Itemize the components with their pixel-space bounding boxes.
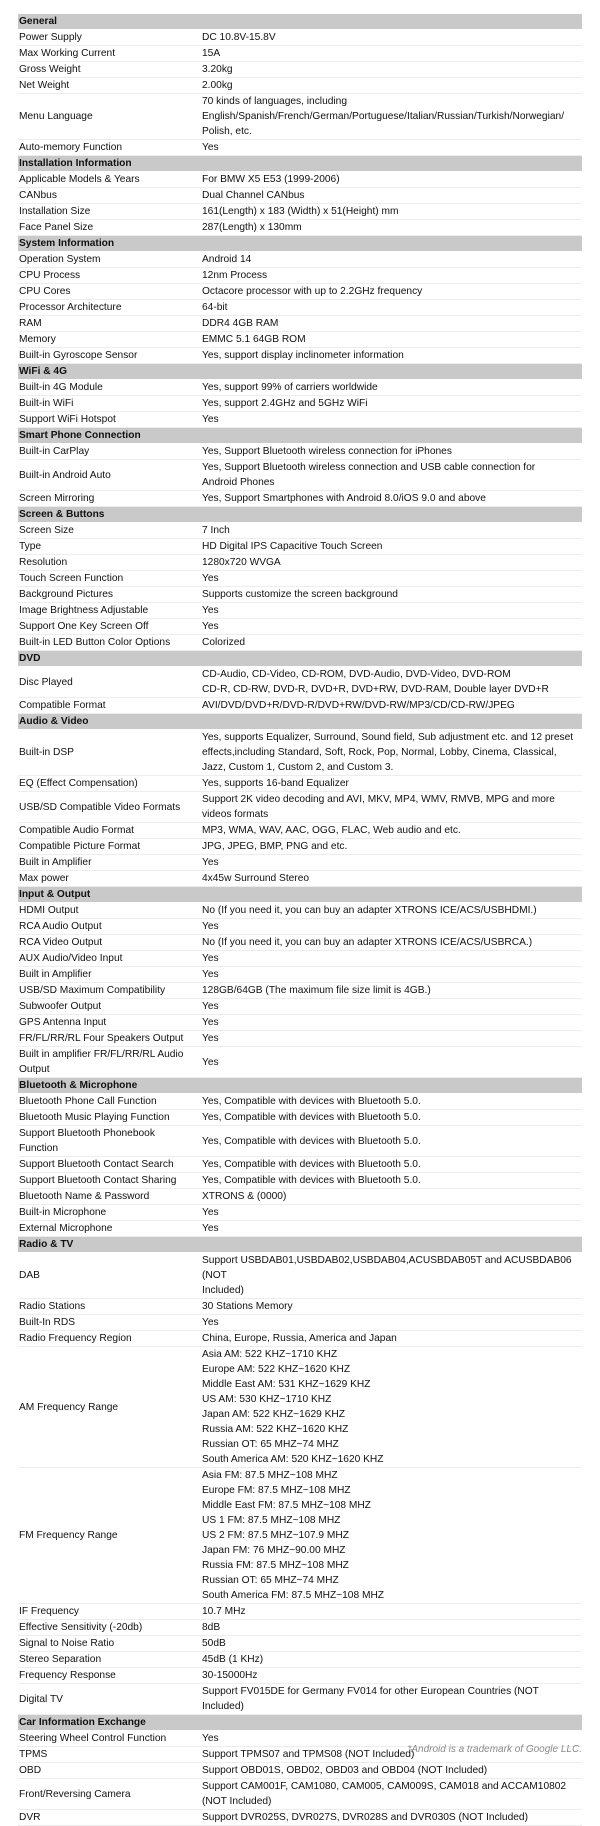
spec-row [18, 1173, 582, 1189]
spec-row [18, 903, 582, 919]
spec-row [18, 1157, 582, 1173]
spec-label: RCA Video Output [18, 935, 200, 951]
spec-row [18, 284, 582, 300]
spec-value: 4x45w Surround Stereo [200, 871, 582, 887]
spec-label: Support One Key Screen Off [18, 619, 200, 635]
spec-label: FM Frequency Range [18, 1468, 200, 1604]
section-title: System Information [18, 236, 582, 252]
spec-row [18, 823, 582, 839]
section-title: WiFi & 4G [18, 364, 582, 380]
spec-label: Support Bluetooth Phonebook Function [18, 1126, 200, 1157]
spec-value: Yes [200, 1205, 582, 1221]
section-header-wifi-4g [18, 364, 582, 380]
spec-label: Radio Frequency Region [18, 1331, 200, 1347]
spec-value: Yes, Compatible with devices with Bluetooth 5.0. [200, 1126, 582, 1157]
spec-label: Built-in LED Button Color Options [18, 635, 200, 651]
spec-value: Yes [200, 967, 582, 983]
spec-label: Built-in Gyroscope Sensor [18, 348, 200, 364]
spec-row [18, 140, 582, 156]
spec-value: Yes [200, 1015, 582, 1031]
spec-value: EMMC 5.1 64GB ROM [200, 332, 582, 348]
spec-label: AM Frequency Range [18, 1347, 200, 1468]
spec-value: Yes [200, 999, 582, 1015]
spec-label: Front/Reversing Camera [18, 1779, 200, 1810]
spec-value: 45dB (1 KHz) [200, 1652, 582, 1668]
spec-row [18, 316, 582, 332]
spec-label: IF Frequency [18, 1604, 200, 1620]
spec-value: 30 Stations Memory [200, 1299, 582, 1315]
spec-label: Compatible Audio Format [18, 823, 200, 839]
spec-value: Support 2K video decoding and AVI, MKV, MP4, WMV, RMVB, MPG and more videos formats [200, 792, 582, 823]
spec-value: 3.20kg [200, 62, 582, 78]
spec-label: Installation Size [18, 204, 200, 220]
spec-label: OBD [18, 1763, 200, 1779]
spec-label: USB/SD Maximum Compatibility [18, 983, 200, 999]
section-header-radio-tv [18, 1237, 582, 1253]
section-header-bluetooth-microphone [18, 1078, 582, 1094]
spec-row [18, 776, 582, 792]
spec-value: 161(Length) x 183 (Width) x 51(Height) mm [200, 204, 582, 220]
section-title: Smart Phone Connection [18, 428, 582, 444]
spec-value: XTRONS & (0000) [200, 1189, 582, 1205]
spec-row [18, 268, 582, 284]
spec-row [18, 1110, 582, 1126]
section-title: Installation Information [18, 156, 582, 172]
spec-row [18, 855, 582, 871]
spec-value: JPG, JPEG, BMP, PNG and etc. [200, 839, 582, 855]
spec-row [18, 1094, 582, 1110]
spec-label: DVR [18, 1810, 200, 1826]
spec-row [18, 78, 582, 94]
section-header-dvd [18, 651, 582, 667]
spec-row [18, 188, 582, 204]
section-header-installation-information [18, 156, 582, 172]
spec-value: Android 14 [200, 252, 582, 268]
spec-row [18, 1636, 582, 1652]
spec-label: EQ (Effect Compensation) [18, 776, 200, 792]
spec-value: Yes [200, 855, 582, 871]
spec-value: Yes, support 99% of carriers worldwide [200, 380, 582, 396]
spec-value: CD-Audio, CD-Video, CD-ROM, DVD-Audio, DVD-Video, DVD-ROM CD-R, CD-RW, DVD-R, DVD+R, DVD+RW, DVD-RAM, Double layer DVD+R [200, 667, 582, 698]
spec-value: 15A [200, 46, 582, 62]
spec-row [18, 204, 582, 220]
spec-value: Support TPMS07 and TPMS08 (NOT Included) [200, 1747, 582, 1763]
spec-row [18, 999, 582, 1015]
spec-row [18, 1015, 582, 1031]
spec-value: Yes [200, 412, 582, 428]
spec-label: Applicable Models & Years [18, 172, 200, 188]
spec-label: Built in amplifier FR/FL/RR/RL Audio Output [18, 1047, 200, 1078]
spec-row [18, 839, 582, 855]
spec-label: Image Brightness Adjustable [18, 603, 200, 619]
spec-row [18, 1652, 582, 1668]
spec-value: Yes, Support Smartphones with Android 8.0/iOS 9.0 and above [200, 491, 582, 507]
spec-row [18, 444, 582, 460]
spec-value: Yes, Compatible with devices with Bluetooth 5.0. [200, 1173, 582, 1189]
spec-value: MP3, WMA, WAV, AAC, OGG, FLAC, Web audio and etc. [200, 823, 582, 839]
spec-row [18, 412, 582, 428]
spec-label: Max power [18, 871, 200, 887]
spec-label: Built-in Android Auto [18, 460, 200, 491]
spec-value: Asia FM: 87.5 MHZ~108 MHZ Europe FM: 87.5 MHZ~108 MHZ Middle East FM: 87.5 MHZ~108 MHZ US 1 FM: 87.5 MHZ~108 MHZ US 2 FM: 87.5 MHZ~107.9 MHZ Japan FM: 76 MHZ~90.00 MHZ Russia FM: 87.5 MHZ~108 MHZ Russian OT: 65 MHZ~74 MHZ South America FM: 87.5 MHZ~108 MHZ [200, 1468, 582, 1604]
spec-row [18, 62, 582, 78]
spec-label: Auto-memory Function [18, 140, 200, 156]
spec-label: Compatible Format [18, 698, 200, 714]
section-header-system-information [18, 236, 582, 252]
spec-value: Supports customize the screen background [200, 587, 582, 603]
spec-row [18, 555, 582, 571]
spec-label: Built-in 4G Module [18, 380, 200, 396]
spec-label: RCA Audio Output [18, 919, 200, 935]
spec-row [18, 571, 582, 587]
spec-value: Yes [200, 1731, 582, 1747]
spec-row [18, 1620, 582, 1636]
spec-row [18, 220, 582, 236]
spec-value: Support DVR025S, DVR027S, DVR028S and DVR030S (NOT Included) [200, 1810, 582, 1826]
spec-label: Bluetooth Music Playing Function [18, 1110, 200, 1126]
spec-row [18, 1468, 582, 1604]
spec-label: Operation System [18, 252, 200, 268]
spec-label: Bluetooth Name & Password [18, 1189, 200, 1205]
spec-row [18, 951, 582, 967]
spec-row [18, 619, 582, 635]
spec-value: Asia AM: 522 KHZ~1710 KHZ Europe AM: 522 KHZ~1620 KHZ Middle East AM: 531 KHZ~1629 KHZ US AM: 530 KHZ~1710 KHZ Japan AM: 522 KHZ~1629 KHZ Russia AM: 522 KHZ~1620 KHZ Russian OT: 65 MHZ~74 MHZ South America AM: 520 KHZ~1620 KHZ [200, 1347, 582, 1468]
spec-value: DDR4 4GB RAM [200, 316, 582, 332]
spec-row [18, 460, 582, 491]
spec-value: Yes, Support Bluetooth wireless connection and USB cable connection for Android Phones [200, 460, 582, 491]
spec-value: Yes, Compatible with devices with Bluetooth 5.0. [200, 1110, 582, 1126]
spec-label: Resolution [18, 555, 200, 571]
spec-label: CPU Cores [18, 284, 200, 300]
spec-value: 50dB [200, 1636, 582, 1652]
section-title: Bluetooth & Microphone [18, 1078, 582, 1094]
spec-row [18, 983, 582, 999]
section-title: Audio & Video [18, 714, 582, 730]
section-header-input-output [18, 887, 582, 903]
spec-value: Yes, supports Equalizer, Surround, Sound field, Sub adjustment etc. and 12 preset effects,including Standard, Soft, Rock, Pop, Normal, Lobby, Cinema, Classical, Jazz, Custom 1, Custom 2, and Custom 3. [200, 730, 582, 776]
spec-value: Yes [200, 919, 582, 935]
spec-row [18, 380, 582, 396]
spec-value: DC 10.8V-15.8V [200, 30, 582, 46]
spec-label: Support Bluetooth Contact Sharing [18, 1173, 200, 1189]
spec-row [18, 967, 582, 983]
spec-value: Dual Channel CANbus [200, 188, 582, 204]
spec-row [18, 792, 582, 823]
spec-label: Built in Amplifier [18, 855, 200, 871]
spec-label: CANbus [18, 188, 200, 204]
spec-row [18, 1347, 582, 1468]
spec-value: Yes [200, 951, 582, 967]
spec-row [18, 539, 582, 555]
spec-row [18, 871, 582, 887]
spec-row [18, 94, 582, 140]
spec-row [18, 1604, 582, 1620]
spec-label: Background Pictures [18, 587, 200, 603]
spec-value: 30-15000Hz [200, 1668, 582, 1684]
spec-row [18, 46, 582, 62]
spec-label: RAM [18, 316, 200, 332]
spec-row [18, 1331, 582, 1347]
spec-label: GPS Antenna Input [18, 1015, 200, 1031]
spec-label: Bluetooth Phone Call Function [18, 1094, 200, 1110]
spec-label: Built-in CarPlay [18, 444, 200, 460]
spec-label: Max Working Current [18, 46, 200, 62]
spec-row [18, 332, 582, 348]
spec-row [18, 1221, 582, 1237]
spec-sheet [18, 14, 582, 1826]
spec-value: For BMW X5 E53 (1999-2006) [200, 172, 582, 188]
spec-label: Gross Weight [18, 62, 200, 78]
spec-row [18, 1126, 582, 1157]
spec-label: Support Bluetooth Contact Search [18, 1157, 200, 1173]
spec-label: FR/FL/RR/RL Four Speakers Output [18, 1031, 200, 1047]
section-title: Radio & TV [18, 1237, 582, 1253]
spec-value: Yes [200, 140, 582, 156]
spec-label: TPMS [18, 1747, 200, 1763]
spec-row [18, 348, 582, 364]
spec-value: China, Europe, Russia, America and Japan [200, 1331, 582, 1347]
spec-row [18, 491, 582, 507]
spec-value: Yes [200, 619, 582, 635]
section-header-audio-video [18, 714, 582, 730]
spec-value: Support USBDAB01,USBDAB02,USBDAB04,ACUSBDAB05T and ACUSBDAB06 (NOT Included) [200, 1253, 582, 1299]
spec-label: Support WiFi Hotspot [18, 412, 200, 428]
spec-row [18, 698, 582, 714]
spec-value: Yes [200, 1221, 582, 1237]
spec-label: Memory [18, 332, 200, 348]
spec-row [18, 1299, 582, 1315]
spec-value: Yes, Compatible with devices with Bluetooth 5.0. [200, 1094, 582, 1110]
spec-value: 64-bit [200, 300, 582, 316]
section-title: DVD [18, 651, 582, 667]
spec-value: 1280x720 WVGA [200, 555, 582, 571]
section-title: Screen & Buttons [18, 507, 582, 523]
spec-label: Signal to Noise Ratio [18, 1636, 200, 1652]
spec-row [18, 1031, 582, 1047]
spec-value: AVI/DVD/DVD+R/DVD-R/DVD+RW/DVD-RW/MP3/CD/CD-RW/JPEG [200, 698, 582, 714]
spec-row [18, 730, 582, 776]
spec-label: Steering Wheel Control Function [18, 1731, 200, 1747]
spec-label: Menu Language [18, 94, 200, 140]
spec-label: Touch Screen Function [18, 571, 200, 587]
spec-value: Yes, support display inclinometer information [200, 348, 582, 364]
section-header-car-information-exchange [18, 1715, 582, 1731]
section-title: Input & Output [18, 887, 582, 903]
footnote: *Android is a trademark of Google LLC. [407, 1744, 582, 1755]
spec-value: No (If you need it, you can buy an adapter XTRONS ICE/ACS/USBRCA.) [200, 935, 582, 951]
spec-value: 10.7 MHz [200, 1604, 582, 1620]
spec-value: Support CAM001F, CAM1080, CAM005, CAM009S, CAM018 and ACCAM10802 (NOT Included) [200, 1779, 582, 1810]
spec-value: 2.00kg [200, 78, 582, 94]
spec-label: Subwoofer Output [18, 999, 200, 1015]
spec-row [18, 30, 582, 46]
spec-label: External Microphone [18, 1221, 200, 1237]
spec-label: Digital TV [18, 1684, 200, 1715]
spec-label: Disc Played [18, 667, 200, 698]
spec-row [18, 1047, 582, 1078]
spec-label: Built-in Microphone [18, 1205, 200, 1221]
section-header-screen-buttons [18, 507, 582, 523]
spec-row [18, 587, 582, 603]
spec-label: Power Supply [18, 30, 200, 46]
spec-row [18, 919, 582, 935]
spec-value: Yes, Compatible with devices with Bluetooth 5.0. [200, 1157, 582, 1173]
spec-label: Compatible Picture Format [18, 839, 200, 855]
spec-label: Face Panel Size [18, 220, 200, 236]
spec-label: Type [18, 539, 200, 555]
spec-value: Colorized [200, 635, 582, 651]
spec-value: Yes [200, 1047, 582, 1078]
spec-row [18, 1668, 582, 1684]
spec-label: Built-in WiFi [18, 396, 200, 412]
spec-row [18, 1810, 582, 1826]
spec-label: Screen Size [18, 523, 200, 539]
spec-row [18, 1189, 582, 1205]
spec-label: Built-in DSP [18, 730, 200, 776]
spec-value: Support OBD01S, OBD02, OBD03 and OBD04 (NOT Included) [200, 1763, 582, 1779]
spec-label: Effective Sensitivity (-20db) [18, 1620, 200, 1636]
spec-label: Built-In RDS [18, 1315, 200, 1331]
spec-row [18, 1253, 582, 1299]
spec-row [18, 1315, 582, 1331]
spec-row [18, 1205, 582, 1221]
spec-label: Net Weight [18, 78, 200, 94]
spec-label: Radio Stations [18, 1299, 200, 1315]
spec-row [18, 252, 582, 268]
spec-row [18, 667, 582, 698]
spec-label: Stereo Separation [18, 1652, 200, 1668]
spec-label: HDMI Output [18, 903, 200, 919]
section-title: Car Information Exchange [18, 1715, 582, 1731]
spec-value: No (If you need it, you can buy an adapter XTRONS ICE/ACS/USBHDMI.) [200, 903, 582, 919]
section-title: General [18, 14, 582, 30]
spec-value: Yes, supports 16-band Equalizer [200, 776, 582, 792]
spec-row [18, 1763, 582, 1779]
spec-value: Yes, Support Bluetooth wireless connection for iPhones [200, 444, 582, 460]
spec-value: Support FV015DE for Germany FV014 for other European Countries (NOT Included) [200, 1684, 582, 1715]
spec-value: 7 Inch [200, 523, 582, 539]
spec-value: HD Digital IPS Capacitive Touch Screen [200, 539, 582, 555]
spec-label: Frequency Response [18, 1668, 200, 1684]
spec-row [18, 1684, 582, 1715]
spec-label: Built in Amplifier [18, 967, 200, 983]
spec-value: 287(Length) x 130mm [200, 220, 582, 236]
spec-table [18, 14, 582, 1826]
spec-label: DAB [18, 1253, 200, 1299]
spec-row [18, 635, 582, 651]
spec-row [18, 172, 582, 188]
spec-value: Yes, support 2.4GHz and 5GHz WiFi [200, 396, 582, 412]
spec-row [18, 300, 582, 316]
spec-label: CPU Process [18, 268, 200, 284]
spec-row [18, 1779, 582, 1810]
spec-value: Yes [200, 603, 582, 619]
spec-value: Yes [200, 571, 582, 587]
spec-label: AUX Audio/Video Input [18, 951, 200, 967]
spec-value: 70 kinds of languages, including English/Spanish/French/German/Portuguese/Italian/Russian/Turkish/Norwegian/ Polish, etc. [200, 94, 582, 140]
spec-value: Yes [200, 1315, 582, 1331]
spec-label: USB/SD Compatible Video Formats [18, 792, 200, 823]
spec-label: Processor Architecture [18, 300, 200, 316]
spec-value: 128GB/64GB (The maximum file size limit is 4GB.) [200, 983, 582, 999]
spec-label: Screen Mirroring [18, 491, 200, 507]
spec-row [18, 935, 582, 951]
spec-value: 8dB [200, 1620, 582, 1636]
spec-value: Yes [200, 1031, 582, 1047]
spec-row [18, 396, 582, 412]
spec-row [18, 603, 582, 619]
spec-row [18, 523, 582, 539]
spec-value: 12nm Process [200, 268, 582, 284]
section-header-smart-phone-connection [18, 428, 582, 444]
section-header-general [18, 14, 582, 30]
spec-value: Octacore processor with up to 2.2GHz frequency [200, 284, 582, 300]
